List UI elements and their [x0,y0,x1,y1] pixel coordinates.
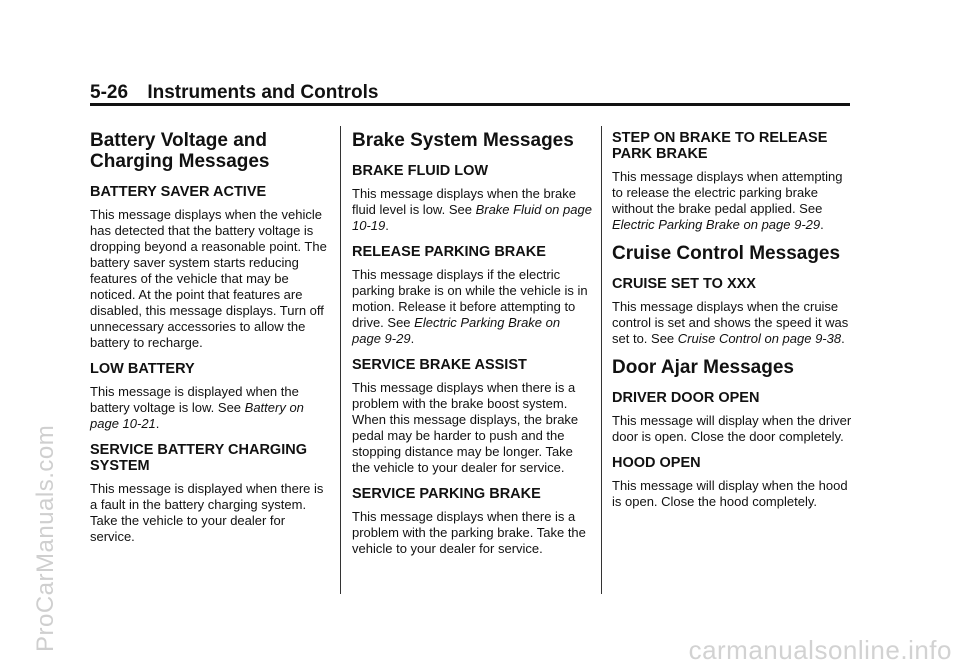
subsection-title: HOOD OPEN [612,455,701,471]
section-title-brake: Brake System Messages [352,130,574,151]
subsection-title: STEP ON BRAKE TO RELEASE PARK BRAKE [612,130,828,162]
cross-reference: Electric Parking Brake on page 9-29 [612,217,821,232]
section-title-door: Door Ajar Messages [612,357,794,378]
subsection-title: SERVICE PARKING BRAKE [352,486,541,502]
subsection-title: BRAKE FLUID LOW [352,163,489,179]
subsection-text: This message is displayed when there is a fault in the battery charging system. Take the vehicle to your dealer for service. [90,481,324,544]
column-divider [601,126,602,594]
page-number: 5-26 [90,82,129,103]
subsection-text: This message displays when there is a problem with the brake boost system. When this message displays, the brake pedal may be harder to push and the stopping distance may be longer. Take the vehicle to your dealer for service. [352,380,579,475]
subsection-text: This message will display when the driver door is open. Close the door completely. [612,413,852,444]
header-rule [90,103,850,106]
subsection-title: RELEASE PARKING BRAKE [352,244,546,260]
subsection-text: This message displays when the brake fluid level is low. See Brake Fluid on page 10-19. [352,186,592,233]
subsection-text: This message will display when the hood is open. Close the hood completely. [612,478,848,509]
subsection-title: BATTERY SAVER ACTIVE [90,184,267,200]
subsection-text: This message displays when the cruise control is set and shows the speed it was set to. See Cruise Control on page 9-38. [612,299,849,346]
section-title-cruise: Cruise Control Messages [612,243,841,264]
page-header [90,82,850,104]
column-3 [612,126,852,520]
subsection-text: This message displays if the electric parking brake is on while the vehicle is in motion. Release it before attempting to drive. See Electric Parking Brake on page 9-29. [352,267,588,346]
cross-reference: Electric Parking Brake on page 9-29 [352,315,561,346]
cross-reference: Brake Fluid on page 10-19 [352,202,592,233]
subsection-text: This message displays when the vehicle has detected that the battery voltage is dropping beyond a reasonable point. The battery saver system starts reducing features of the vehicle that may be noticed. At the point that features are disabled, this message displays. Turn off unnecessary accessories to allow the battery to recharge. [90,207,327,350]
subsection-title: LOW BATTERY [90,361,195,377]
subsection-title: CRUISE SET TO XXX [612,276,756,292]
section-title-battery: Battery Voltage and Charging Messages [90,130,270,172]
subsection-text: This message is displayed when the battery voltage is low. See Battery on page 10-21. [90,384,304,431]
column-1 [90,126,330,555]
column-divider [340,126,341,594]
subsection-text: This message displays when attempting to release the electric parking brake without the brake pedal applied. See Electric Parking Brake on page 9-29. [612,169,843,232]
cross-reference: Battery on page 10-21 [90,400,304,431]
chapter-title: Instruments and Controls [147,82,379,103]
subsection-title: SERVICE BATTERY CHARGING SYSTEM [90,442,307,474]
cross-reference: Cruise Control on page 9-38 [677,331,842,346]
subsection-title: DRIVER DOOR OPEN [612,390,760,406]
subsection-title: SERVICE BRAKE ASSIST [352,357,527,373]
watermark-left: ProCarManuals.com [32,424,59,652]
watermark-bottom: carmanualsonline.info [688,635,952,665]
column-2 [352,126,592,567]
subsection-text: This message displays when there is a problem with the parking brake. Take the vehicle to your dealer for service. [352,509,586,556]
